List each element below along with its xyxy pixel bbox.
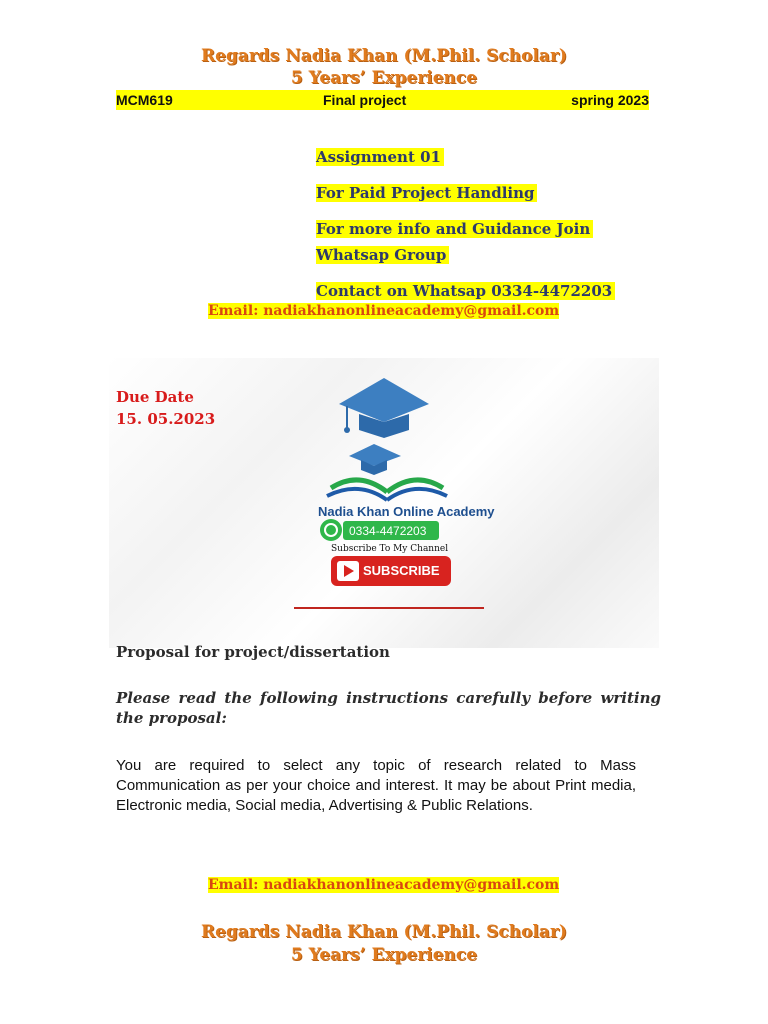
paid-handling: For Paid Project Handling [316,182,537,204]
assignment-title: Assignment 01 [316,146,444,168]
instructions-heading: Please read the following instructions carefully before writing the proposal: [116,689,661,727]
body-paragraph: You are required to select any topic of research related to Mass Communication as per your choice and interest. It may be about Print media, Electronic media, Social media, Advertising & Public Relations. [116,757,636,814]
due-date-value: 15. 05.2023 [116,410,216,428]
course-bar [116,90,649,110]
email-top: Email: nadiakhanonlineacademy@gmail.com [208,303,560,319]
course-type: Final project [323,92,407,108]
contact-whatsapp: Contact on Whatsap 0334-4472203 [316,280,615,302]
proposal-heading: Proposal for project/dissertation [116,643,390,661]
due-date-label: Due Date [116,388,194,406]
footer-regards: Regards Nadia Khan (M.Phil. Scholar) [201,922,567,942]
course-term: spring 2023 [571,92,649,108]
header-regards: Regards Nadia Khan (M.Phil. Scholar) [201,46,567,66]
subscribe-label: SUBSCRIBE [363,563,440,578]
small-cap-icon [349,444,401,475]
course-code: MCM619 [116,92,173,108]
header-experience: 5 Years’ Experience [290,68,478,88]
subscribe-caption: Subscribe To My Channel [331,544,449,554]
academy-name: Nadia Khan Online Academy [318,504,495,519]
open-book-icon [327,480,447,500]
graduation-cap-icon [339,378,429,438]
footer-experience: 5 Years’ Experience [290,945,478,965]
info-line2: Whatsap Group [316,244,449,266]
info-line1: For more info and Guidance Join [316,218,593,240]
whatsapp-icon [320,519,342,541]
email-bottom: Email: nadiakhanonlineacademy@gmail.com [208,877,560,893]
academy-whatsapp-number: 0334-4472203 [349,524,427,538]
